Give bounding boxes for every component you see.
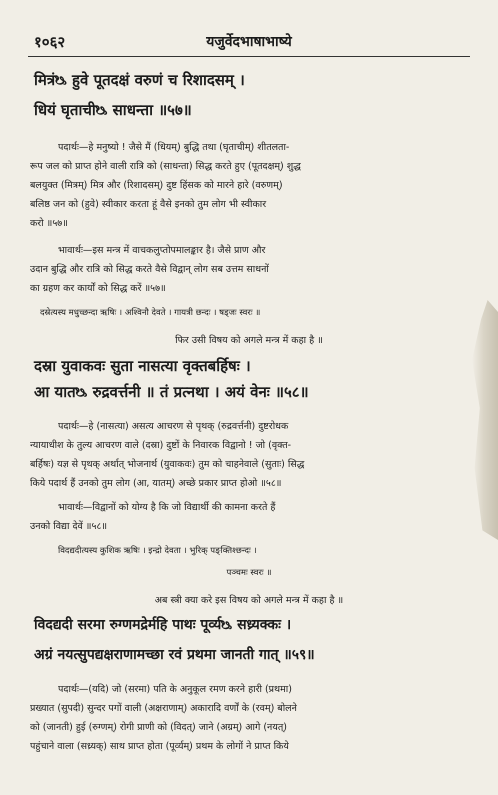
mantra-57-padartha-line: करो ॥५७॥ [30, 218, 68, 229]
mantra-57-bhavartha-line: भावार्थः—इस मन्त्र में वाचकलुप्तोपमालङ्कार है। जैसे प्राण और [58, 245, 266, 256]
mantra-57-padartha-line: बलयुक्त (मित्रम्) मित्र और (रिशादसम्) दुष्ट हिंसक को मारने हारे (वरुणम्) [30, 180, 283, 191]
mantra-59-padartha-line: पदार्थः—(यदि) जो (सरमा) पति के अनुकूल रमण करने हारी (प्रथमा) [58, 684, 292, 695]
mantra-57-padartha-line: बलिष्ठ जन को (हुवे) स्वीकार करता हूं वैसे इनको तुम लोग भी स्वीकार [30, 199, 267, 210]
mantra-59-rishi-line: विदद्यदीत्यस्य कुशिक ऋषिः । इन्द्रो देवता । भुरिक् पङ्क्तिश्छन्दः । [58, 546, 257, 556]
mantra-59-padartha-line: को (जानती) हुई (रुग्णम्) रोगी प्राणी को (विदत्) जाने (अग्रम्) आगे (नयत्) [30, 722, 287, 733]
mantra-59-intro: अब स्त्री क्या करे इस विषय को अगले मन्त्र में कहा है ॥ [154, 595, 344, 606]
mantra-58-bhavartha-line: उनको विद्या देवें ॥५८॥ [30, 521, 108, 532]
mantra-57-line-1: मित्रंᳬ हुवे पूतदक्षं वरुणं च रिशादसम् । [34, 71, 245, 89]
mantra-57-padartha-line: पदार्थः—हे मनुष्यो ! जैसे मैं (धियम्) बुद्धि तथा (घृताचीम्) शीतलता- [58, 142, 290, 153]
mantra-58-padartha-line: किये पदार्थ हैं उनको तुम लोग (आ, यातम्) अच्छे प्रकार प्राप्त होओ ॥५८॥ [30, 478, 282, 489]
mantra-58-bhavartha-line: भावार्थः—विद्वानों को योग्य है कि जो विद्यार्थी की कामना करते हैं [58, 502, 276, 513]
mantra-58-padartha-line: पदार्थः—हे (नासत्या) असत्य आचरण से पृथक् (रुद्रवर्त्तनी) दुष्टरोधक [58, 421, 289, 432]
mantra-58-line-1: दस्रा युवाकवः सुता नासत्या वृक्तबर्हिषः । [34, 357, 251, 375]
mantra-58-padartha-line: न्यायाधीश के तुल्य आचरण वाले (दस्रा) दुष्टों के निवारक विद्वानो ! जो (वृक्त- [30, 440, 292, 451]
mantra-57-padartha-line: रूप जल को प्राप्त होने वाली रात्रि को (साधन्ता) सिद्ध करते हुए (पूतदक्षम्) शुद्ध [30, 161, 301, 172]
mantra-58-line-2: आ यातᳬ रुद्रवर्त्तनी ॥ तं प्रत्नथा । अयं वेनः ॥५८॥ [34, 383, 309, 401]
mantra-58-rishi-line: दस्रेत्यस्य मधुच्छन्दा ऋषिः । अश्विनौ देवते । गायत्री छन्दः । षड्जः स्वरः ॥ [40, 308, 261, 318]
mantra-57-line-2: धियं घृताचीᳬ साधन्ता ॥५७॥ [34, 101, 192, 119]
running-title: यजुर्वेदभाषाभाष्ये [206, 34, 292, 50]
mantra-57-bhavartha-line: उदान बुद्धि और रात्रि को सिद्ध करते वैसे विद्वान् लोग सब उत्तम साधनों [30, 264, 269, 275]
mantra-59-svara: पञ्चमः स्वरः ॥ [226, 568, 272, 578]
mantra-57-bhavartha-line: का ग्रहण कर कार्यों को सिद्ध करें ॥५७॥ [30, 283, 166, 294]
page-header [24, 32, 474, 54]
mantra-58-intro: फिर उसी विषय को अगले मन्त्र में कहा है ॥ [175, 335, 323, 346]
mantra-59-line-2: अग्रं नयत्सुपद्यक्षराणामच्छा रवं प्रथमा जानती गात् ॥५९॥ [34, 647, 315, 663]
header-rule [28, 56, 470, 57]
mantra-59-line-1: विदद्यदी सरमा रुग्णमद्रेर्महि पाथः पूर्व्यᳬ सध्र्यक्कः । [34, 617, 292, 633]
mantra-58-padartha-line: बर्हिषः) यज्ञ से पृथक् अर्थात् भोजनार्थ (युवाकवः) तुम को चाहनेवाले (सुताः) सिद्ध [30, 459, 305, 470]
page-number: १०६२ [34, 33, 66, 51]
mantra-59-padartha-line: पहुंचाने वाला (सध्र्यक्) साथ प्राप्त होता (पूर्व्यम्) प्रथम के लोगों ने प्राप्त किये [30, 741, 289, 752]
mantra-59-padartha-line: प्रख्यात (सुपदी) सुन्दर पगों वाली (अक्षराणाम्) अकारादि वर्णों के (रवम्) बोलने [30, 703, 297, 714]
